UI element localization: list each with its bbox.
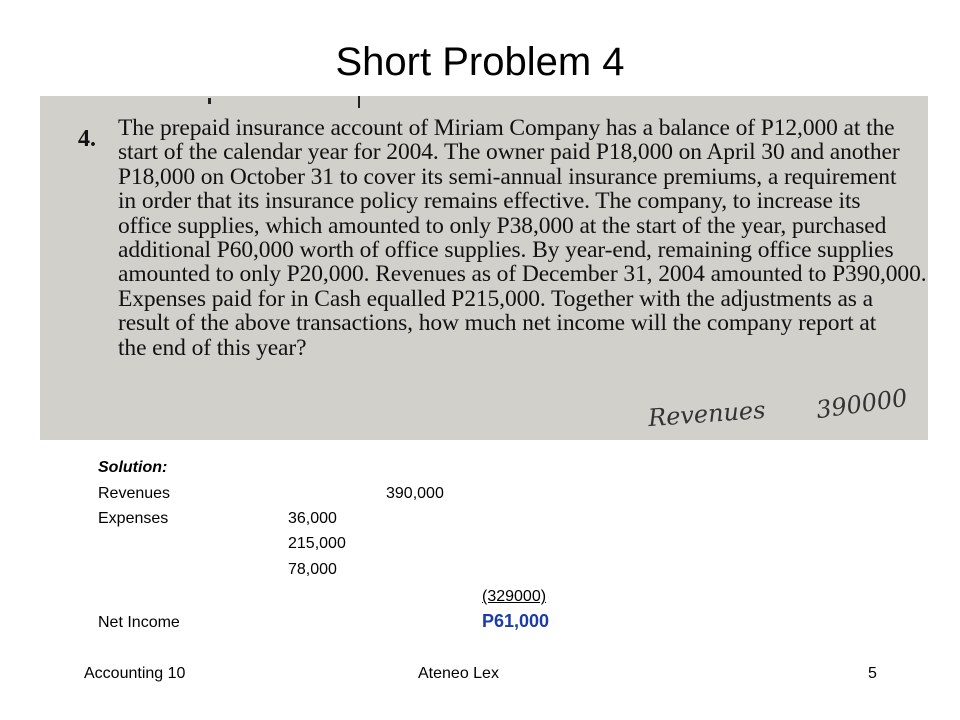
problem-line: additional P60,000 worth of office supplies. By year-end, remaining office supplies <box>118 237 894 264</box>
handwritten-amount: 390000 <box>814 383 910 425</box>
problem-line: the end of this year? <box>118 334 307 361</box>
problem-line: office supplies, which amounted to only P38,000 at the start of the year, purchased <box>118 212 887 239</box>
problem-number: 4. <box>78 126 96 152</box>
problem-line: The prepaid insurance account of Miriam Company has a balance of P12,000 at the <box>118 115 895 141</box>
revenues-label: Revenues <box>98 485 171 502</box>
revenues-value: 390,000 <box>386 485 444 502</box>
net-income-value: P61,000 <box>482 611 550 631</box>
problem-line: Expenses paid for in Cash equalled P215,000. Together with the adjustments as a <box>118 285 873 312</box>
problem-line: in order that its insurance policy remains effective. The company, to increase its <box>118 188 861 215</box>
problem-line: result of the above transactions, how much net income will the company report at <box>118 310 877 337</box>
expense-item: 78,000 <box>288 561 337 578</box>
footer-course: Accounting 10 <box>84 665 186 682</box>
expense-item: 36,000 <box>288 510 337 527</box>
net-income-label: Net Income <box>98 614 180 631</box>
solution-heading: Solution: <box>98 459 168 476</box>
problem-line: start of the calendar year for 2004. The owner paid P18,000 on April 30 and another <box>118 139 900 166</box>
handwritten-note: Revenues <box>647 395 767 433</box>
slide-number: 5 <box>868 665 877 682</box>
total-expenses: (329000) <box>482 588 547 605</box>
footer-organization: Ateneo Lex <box>418 665 499 682</box>
problem-line: amounted to only P20,000. Revenues as of December 31, 2004 amounted to P390,000. <box>118 261 927 288</box>
problem-line: P18,000 on October 31 to cover its semi-annual insurance premiums, a requirement <box>118 163 897 190</box>
slide-title: Short Problem 4 <box>335 40 625 84</box>
expenses-label: Expenses <box>98 510 169 527</box>
problem-text <box>118 115 927 361</box>
expense-item: 215,000 <box>288 535 346 552</box>
scan-artifact <box>358 96 360 108</box>
scan-artifact <box>208 98 211 104</box>
scanned-problem-image <box>40 96 928 440</box>
